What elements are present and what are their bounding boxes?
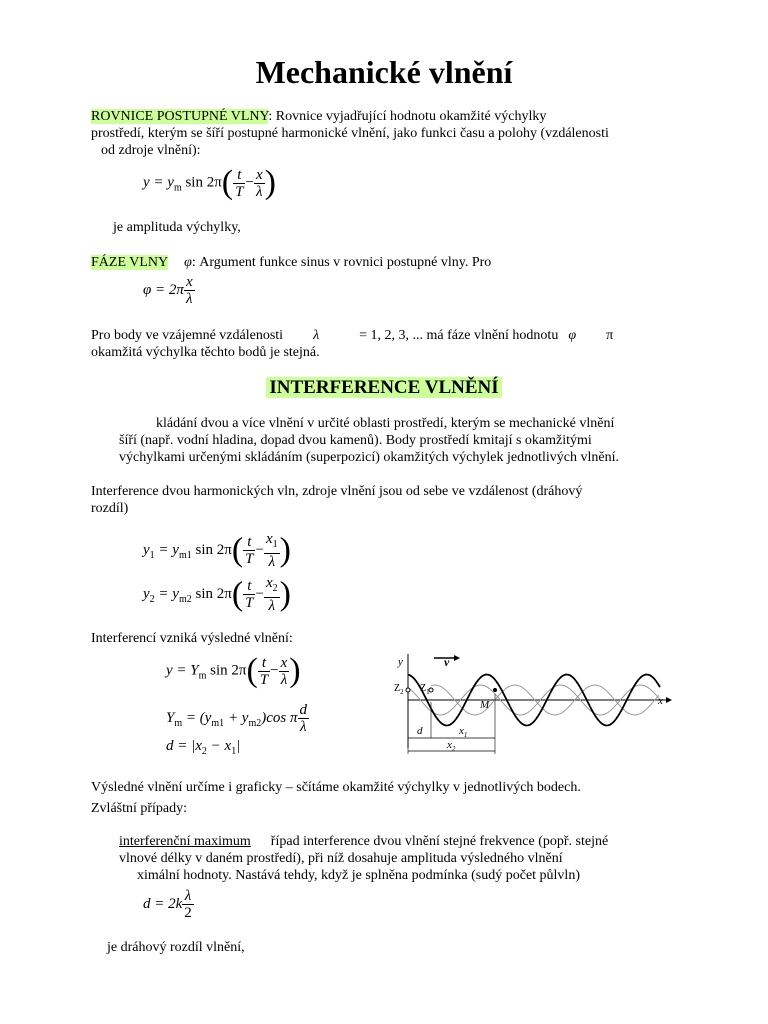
velocity-arrowhead bbox=[454, 655, 460, 661]
equation-postupna-vlna: $y = y_m$ sin 2π( $\frac{t}{T}$ − $\frac{x}{\lambda}$ ) bbox=[143, 164, 276, 201]
equation-y-result: $y = Y_m$ sin 2π( $\frac{t}{T}$ − $\frac{x}{\lambda}$ ) bbox=[166, 652, 301, 689]
term-faze-vlny: FÁZE VLNY bbox=[91, 255, 169, 270]
equation-amplitude: $Y_m = (y_{m1} + y_{m2})\cos$ π $\frac{d}{\lambda}$ bbox=[166, 702, 308, 735]
label-d: d bbox=[417, 725, 423, 737]
point-m bbox=[493, 688, 497, 692]
faze-pro-body: Pro body ve vzájemné vzdálenosti λ = 1, 2, 3, ... má fáze vlnění hodnotu φ π bbox=[91, 328, 614, 343]
interference-p1-line2: šíří (např. vodní hladina, dopad dvou kamenů). Body prostředí kmitají s okamžitými bbox=[119, 433, 592, 448]
interference-heading-wrap bbox=[0, 376, 768, 400]
equation-faze: φ = 2π $\frac{x}{\lambda}$ bbox=[143, 274, 193, 307]
definition-text: : Rovnice vyjadřující hodnotu okamžité výchylky bbox=[268, 109, 547, 124]
interference-p1-line3: výchylkami určenými skládáním (superpozicí) okamžitých výchylek jednotlivých vlnění. bbox=[119, 450, 619, 465]
faze-line-2: okamžitá výchylka těchto bodů je stejná. bbox=[91, 345, 320, 360]
label-x: x bbox=[658, 695, 663, 707]
page-title: Mechanické vlnění bbox=[255, 54, 513, 90]
special-cases: Zvláštní případy: bbox=[91, 801, 188, 816]
label-x1: $x_1$ bbox=[459, 725, 468, 739]
interference-diagram bbox=[390, 650, 680, 758]
term-interferencni-maximum: interferenční maximum bbox=[119, 834, 251, 849]
label-x2: $x_2$ bbox=[447, 739, 456, 753]
interference-p2-line1: Interference dvou harmonických vln, zdroje vlnění jsou od sebe ve vzdálenost (dráhový bbox=[91, 484, 583, 499]
maximum-line3: ximální hodnoty. Nastává tehdy, když je splněna podmínka (sudý počet půlvln) bbox=[137, 868, 580, 883]
maximum-line1: interferenční maximum řípad interference dvou vlnění stejné frekvence (popř. stejné bbox=[119, 834, 609, 849]
graphic-text: Výsledné vlnění určíme i graficky – sčítáme okamžité výchylky v jednotlivých bodech. bbox=[91, 780, 581, 795]
source-z2 bbox=[406, 688, 410, 692]
label-z2: $Z_2$ bbox=[394, 683, 404, 696]
maximum-line2: vlnové délky v daném prostředí), při níž dosahuje amplituda výsledného vlnění bbox=[119, 851, 563, 866]
label-y: y bbox=[398, 656, 403, 668]
interference-p2-line2: rozdíl) bbox=[91, 501, 129, 516]
label-v: v bbox=[444, 655, 450, 669]
definition-line-2: prostředí, kterým se šíří postupné harmonické vlnění, jako funkci času a polohy (vzdálenosti bbox=[91, 126, 609, 141]
interference-p1-line1: kládání dvou a více vlnění v určité oblasti prostředí, kterým se mechanické vlnění bbox=[156, 416, 615, 431]
equation-y2: $y_2 = y_{m2}$ sin 2π( $\frac{t}{T}$ − $\frac{x_2}{\lambda}$ ) bbox=[143, 575, 291, 614]
section-faze: FÁZE VLNY φ: Argument funkce sinus v rovnici postupné vlny. Pro bbox=[91, 255, 492, 270]
label-z1: $Z_1$ bbox=[420, 683, 430, 696]
equation-d: $d = |x_2 - x_1|$ bbox=[166, 738, 241, 757]
path-difference-text: je dráhový rozdíl vlnění, bbox=[107, 940, 245, 955]
equation-maximum: d = 2k $\frac{\lambda}{2}$ bbox=[143, 888, 192, 921]
amplitude-text: je amplituda výchylky, bbox=[113, 220, 241, 235]
label-m: M bbox=[480, 699, 490, 711]
section-rovnice bbox=[91, 108, 731, 125]
term-rovnice-postupne-vlny: ROVNICE POSTUPNÉ VLNY bbox=[91, 109, 269, 124]
definition-line-3: od zdroje vlnění): bbox=[101, 143, 201, 158]
heading-interference: INTERFERENCE VLNĚNÍ bbox=[266, 377, 501, 398]
result-text: Interferencí vzniká výsledné vlnění: bbox=[91, 631, 293, 646]
equation-y1: $y_1 = y_{m1}$ sin 2π( $\frac{t}{T}$ − $\frac{x_1}{\lambda}$ ) bbox=[143, 531, 291, 570]
x-axis-arrow bbox=[666, 697, 672, 703]
